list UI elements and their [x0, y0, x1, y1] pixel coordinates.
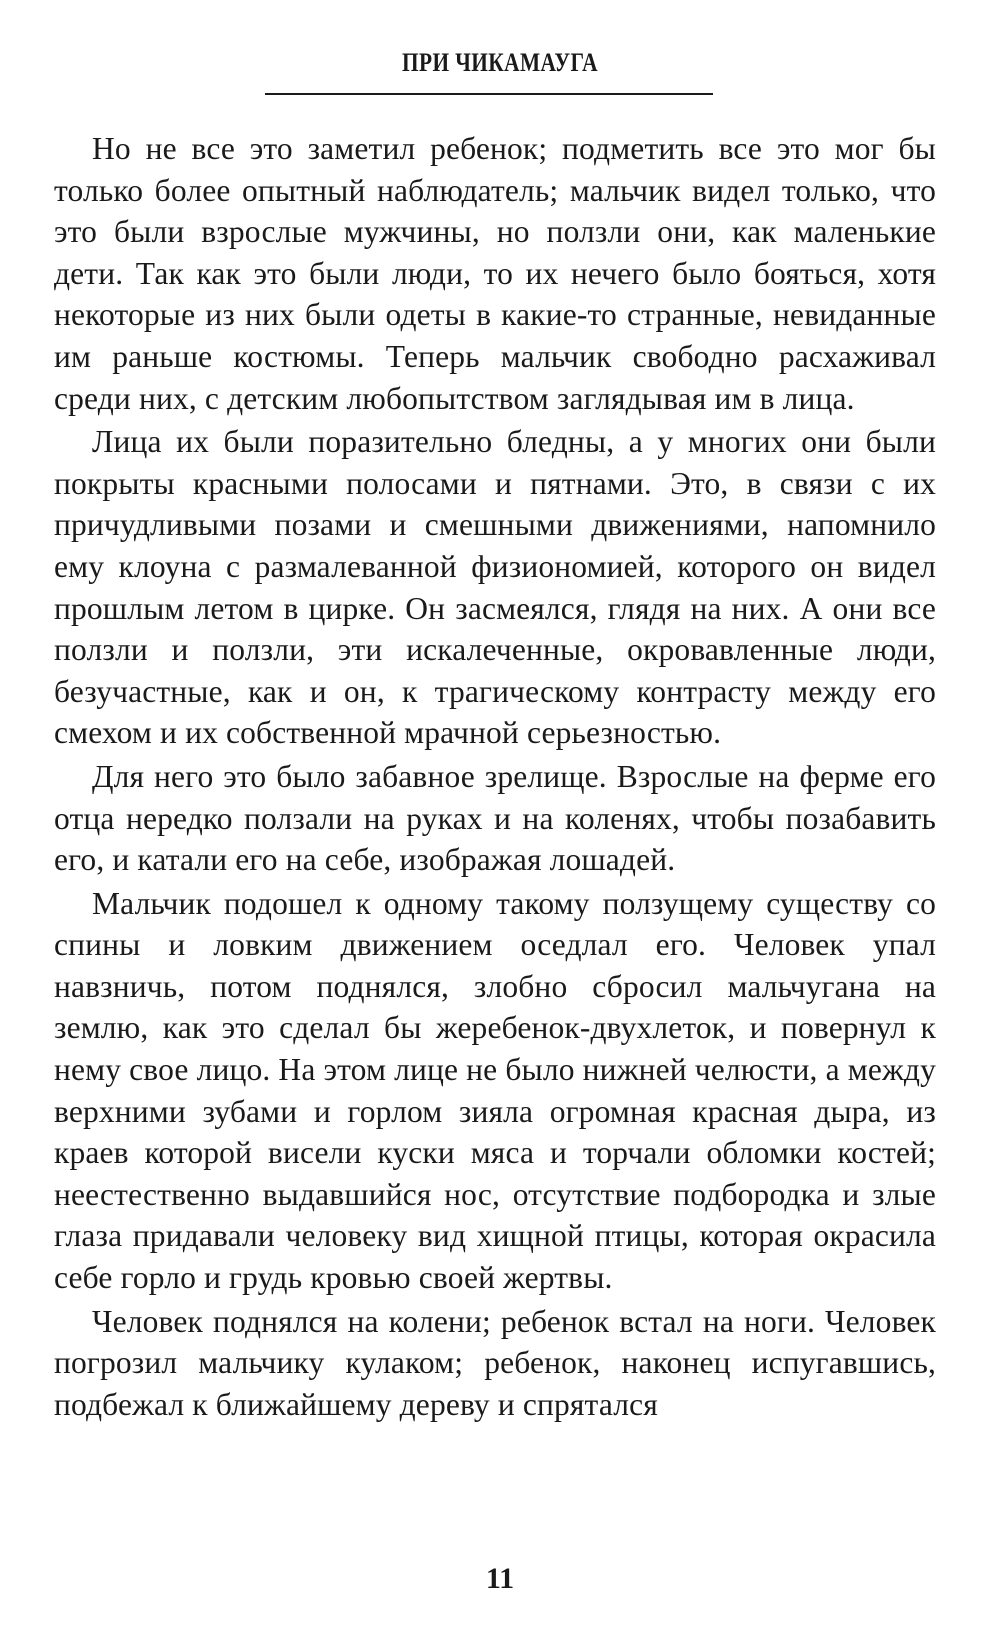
- paragraph: Для него это было забавное зрелище. Взрослые на ферме его отца нередко ползали на руках и на коленях, чтобы позабавить его, и катали его на себе, изображая лошадей.: [54, 758, 936, 878]
- paragraph: Мальчик подошел к одному такому ползущему существу со спины и ловким движением оседлал его. Человек упал навзничь, потом поднялся, злобно сбросил мальчугана на землю, как это сделал бы жеребенок-двухлеток, и повернул к нему свое лицо. На этом лице не было нижней челюсти, а между верхними зубами и горлом зияла огромная красная дыра, из краев которой висели куски мяса и торчали обломки костей; неестественно выдавшийся нос, отсутствие подбородка и злые глаза придавали человеку вид хищной птицы, которая окрасила себе горло и грудь кровью своей жертвы.: [54, 885, 936, 1296]
- paragraph: Лица их были поразительно бледны, а у многих они были покрыты красными полосами и пятнами. Это, в связи с их причудливыми позами и смешными движениями, напомнило ему клоуна с размалеванной физиономией, которого он видел прошлым летом в цирке. Он засмеялся, глядя на них. А они все ползли и ползли, эти искалеченные, окровавленные люди, безучастные, как и он, к трагическому контрасту между его смехом и их собственной мрачной серьезностью.: [54, 424, 936, 751]
- header-rule: [265, 93, 713, 95]
- running-head: ПРИ ЧИКАМАУГА: [402, 48, 598, 77]
- body-text: [54, 128, 936, 1427]
- paragraph: Но не все это заметил ребенок; подметить все это мог бы только более опытный наблюдатель; мальчик видел только, что это были взрослые мужчины, но ползли они, как маленькие дети. Так как это были люди, то их нечего было бояться, хотя некоторые из них были одеты в какие-то странные, невиданные им раньше костюмы. Теперь мальчик свободно расхаживал среди них, с детским любопытством заглядывая им в лица.: [54, 131, 936, 416]
- page-number: 11: [485, 1562, 515, 1595]
- paragraph: Человек поднялся на колени; ребенок встал на ноги. Человек погрозил мальчику кулаком; ребенок, наконец испугавшись, подбежал к ближайшему дереву и спрятался: [54, 1303, 936, 1422]
